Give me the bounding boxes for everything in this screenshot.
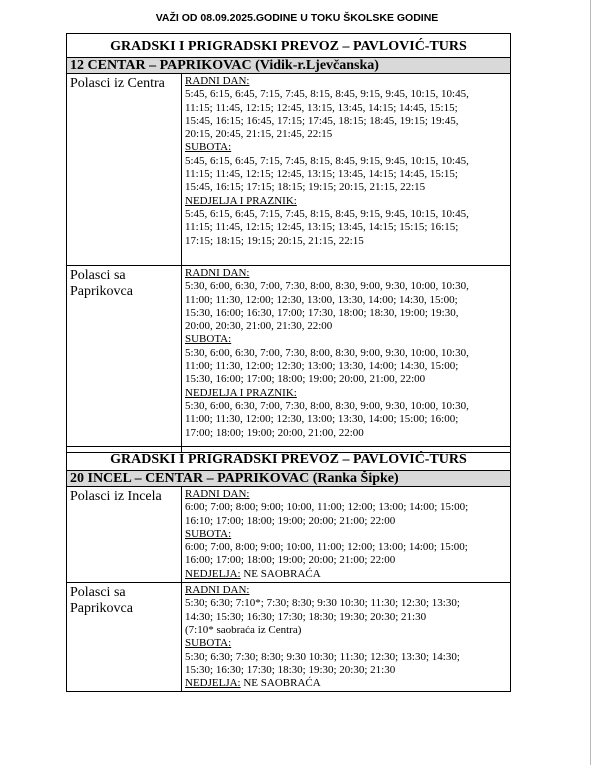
direction-label: Polasci sa Paprikovca <box>67 583 182 692</box>
workday-times-line: 15:30, 16:00; 16:30, 17:00; 17:30, 18:00; 18:30, 19:00; 19:30, <box>185 306 459 319</box>
direction-label: Polasci iz Centra <box>67 74 182 266</box>
direction-label: Polasci iz Incela <box>67 487 182 583</box>
sunday-line <box>185 677 508 690</box>
company-name: GRADSKI I PRIGRADSKI PREVOZ – PAVLOVIĆ-TURS <box>67 34 511 58</box>
saturday-times-line: 5:30, 6:00, 6:30, 7:00, 7:30, 8:00, 8:30, 9:00, 9:30, 10:00, 10:30, <box>185 346 469 359</box>
departure-times <box>182 583 511 692</box>
schedule-table-line-12 <box>66 33 511 453</box>
sunday-times-line: 11:15; 11:45, 12:15; 12:45, 13:15; 13:45, 14:15; 15:15; 16:15; <box>185 221 459 234</box>
saturday-label: SUBOTA: <box>185 637 232 650</box>
sunday-times-line: 11:00; 11:30, 12:00; 12:30, 13:00; 13:30, 14:00; 15:00; 16:00; <box>185 413 459 426</box>
workday-label: RADNI DAN: <box>185 488 250 500</box>
sunday-times-line: 5:30, 6:00, 6:30, 7:00, 7:30, 8:00, 8:30, 9:00, 9:30, 10:00, 10:30, <box>185 399 469 412</box>
sunday-label: NEDJELJA: <box>185 567 241 580</box>
saturday-times-line: 11:15; 11:45, 12:15; 12:45, 13:15; 13:45, 14:15; 14:45, 15:15; <box>185 168 458 181</box>
workday-times-line: 20:15, 20:45, 21:15, 21:45, 22:15 <box>185 128 333 141</box>
workday-label: RADNI DAN: <box>185 75 250 87</box>
saturday-label: SUBOTA: <box>185 527 232 540</box>
route-title: 20 INCEL – CENTAR – PAPRIKOVAC (Ranka Šipke) <box>67 471 511 487</box>
departure-times <box>182 487 511 583</box>
saturday-times-line: 5:30; 6:30; 7:30; 8:30; 9:30 10:30; 11:30; 12:30; 13:30; 14:30; <box>185 650 460 663</box>
sunday-times-line: 17:00; 18:00; 19:00; 20:00, 21:00, 22:00 <box>185 426 364 439</box>
workday-times-line: 5:30, 6:00, 6:30, 7:00, 7:30, 8:00, 8:30, 9:00, 9:30, 10:00, 10:30, <box>185 280 469 293</box>
departure-times <box>182 266 511 453</box>
workday-times-line: 11:15; 11:45, 12:15; 12:45, 13:15, 13:45, 14:15; 14:45, 15:15; <box>185 101 458 114</box>
direction-row <box>67 74 511 266</box>
saturday-times-line: 15:45, 16:15; 17:15; 18:15; 19:15; 20:15, 21:15, 22:15 <box>185 181 426 194</box>
workday-times-line: 15:45, 16:15; 16:45, 17:15; 17:45, 18:15; 18:45, 19:15; 19:45, <box>185 114 459 127</box>
direction-row <box>67 266 511 453</box>
workday-times-line: 11:00; 11:30, 12:00; 12:30, 13:00, 13:30, 14:00; 14:30, 15:00; <box>185 293 458 306</box>
workday-times-line: 20:00, 20:30, 21:00, 21:30, 22:00 <box>185 320 333 333</box>
workday-times-line: 5:45, 6:15, 6:45, 7:15, 7:45, 8:15, 8:45, 9:15, 9:45, 10:15, 10:45, <box>185 88 469 101</box>
saturday-times-line: 5:45, 6:15, 6:45, 7:15, 7:45, 8:15, 8:45, 9:15, 9:45, 10:15, 10:45, <box>185 154 469 167</box>
workday-label: RADNI DAN: <box>185 267 250 279</box>
sunday-label: NEDJELJA I PRAZNIK: <box>185 194 297 207</box>
direction-row <box>67 583 511 692</box>
sunday-times-line: 17:15; 18:15; 19:15; 20:15, 21:15, 22:15 <box>185 234 364 247</box>
saturday-times-line: 6:00; 7:00, 8:00; 9:00; 10:00, 11:00; 12:00; 13:00; 14:00; 15:00; <box>185 541 468 554</box>
saturday-times-line: 11:00; 11:30, 12:00; 12:30; 13:00; 13:30, 14:00; 14:30, 15:00; <box>185 360 459 373</box>
sunday-label: NEDJELJA: <box>185 677 241 690</box>
direction-row <box>67 487 511 583</box>
sunday-note: NE SAOBRAĆA <box>240 677 321 690</box>
workday-label: RADNI DAN: <box>185 584 250 597</box>
sunday-note: NE SAOBRAĆA <box>240 567 321 580</box>
workday-times-line: 16:10; 17:00; 18:00; 19:00; 20:00; 21:00; 22:00 <box>185 514 396 527</box>
saturday-label: SUBOTA: <box>185 141 232 154</box>
saturday-times-line: 16:00; 17:00; 18:00; 19:00; 20:00; 21:00; 22:00 <box>185 554 396 567</box>
sunday-line <box>185 568 508 581</box>
sunday-label: NEDJELJA I PRAZNIK: <box>185 386 297 399</box>
workday-footnote: (7:10* saobraća iz Centra) <box>185 623 302 636</box>
direction-label: Polasci sa Paprikovca <box>67 266 182 453</box>
validity-notice: VAŽI OD 08.09.2025.GODINE U TOKU ŠKOLSKE GODINE <box>155 12 439 24</box>
saturday-label: SUBOTA: <box>185 333 232 346</box>
company-name: GRADSKI I PRIGRADSKI PREVOZ – PAVLOVIĆ-TURS <box>67 447 511 471</box>
schedule-table-line-20 <box>66 446 511 692</box>
sunday-times-line: 5:45, 6:15, 6:45, 7:15, 7:45, 8:15, 8:45, 9:15, 9:45, 10:15, 10:45, <box>185 207 469 220</box>
workday-times-line: 5:30; 6:30; 7:10*; 7:30; 8:30; 9:30 10:30; 11:30; 12:30; 13:30; <box>185 597 460 610</box>
saturday-times-line: 15:30, 16:00; 17:00; 18:00; 19:00; 20:00, 21:00, 22:00 <box>185 373 426 386</box>
departure-times <box>182 74 511 266</box>
page-edge-divider <box>590 0 591 765</box>
workday-times-line: 6:00; 7:00; 8:00; 9:00; 10:00, 11:00; 12:00; 13:00; 14:00; 15:00; <box>185 501 469 514</box>
saturday-times-line: 15:30; 16:30; 17:30; 18:30; 19:30; 20:30; 21:30 <box>185 663 396 676</box>
workday-times-line: 14:30; 15:30; 16:30; 17:30; 18:30; 19:30; 20:30; 21:30 <box>185 610 427 623</box>
route-title: 12 CENTAR – PAPRIKOVAC (Vidik-r.Ljevčanska) <box>67 58 511 74</box>
